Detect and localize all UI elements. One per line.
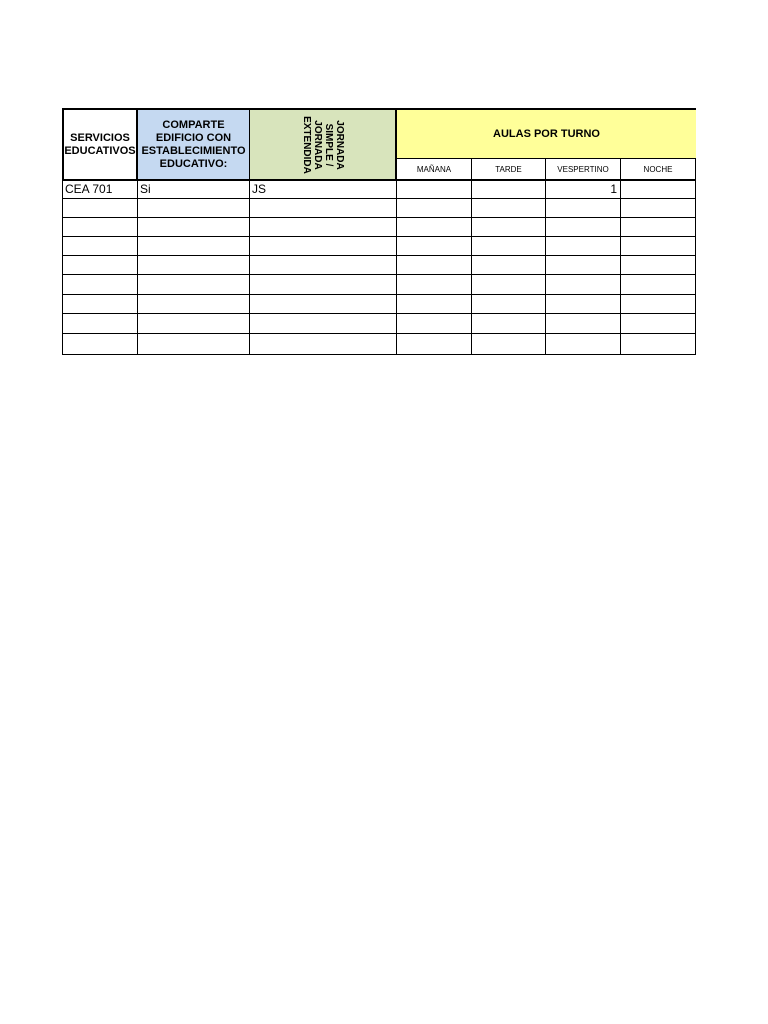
table-cell[interactable] [62,218,138,237]
table-cell[interactable] [397,181,472,199]
table-cell[interactable]: 1 [546,181,621,199]
table-row [62,314,696,334]
table-cell[interactable] [250,314,397,334]
table-cell[interactable] [397,334,472,355]
table-cell[interactable] [472,199,546,218]
header-servicios-educativos[interactable] [62,108,138,181]
table-cell[interactable] [138,334,250,355]
table-cell[interactable] [250,218,397,237]
table-cell[interactable] [138,275,250,295]
header-comparte-label: COMPARTE EDIFICIO CON ESTABLECIMIENTO EDUCATIVO: [141,118,246,170]
header-jornada-label: JORNADA SIMPLE / JORNADA EXTENDIDA [300,115,345,174]
header-jornada[interactable] [250,108,397,181]
table-cell[interactable] [250,275,397,295]
table-cell[interactable] [62,334,138,355]
table-cell[interactable] [62,199,138,218]
table-cell[interactable]: Si [138,181,250,199]
table-cell[interactable] [472,237,546,256]
table-cell[interactable] [472,181,546,199]
table-cell[interactable] [138,295,250,314]
table-cell[interactable] [472,218,546,237]
table-cell[interactable] [62,256,138,275]
table-cell[interactable] [250,256,397,275]
table-cell[interactable] [621,181,696,199]
table-cell[interactable] [621,256,696,275]
table-cell[interactable] [62,275,138,295]
table-cell[interactable] [546,295,621,314]
table-cell[interactable] [621,334,696,355]
table-cell[interactable] [138,237,250,256]
table-cell[interactable] [397,256,472,275]
table-cell[interactable] [546,199,621,218]
table-row [62,334,696,355]
table-cell[interactable]: JS [250,181,397,199]
header-aulas-label: AULAS POR TURNO [493,127,600,140]
subheader-vespertino[interactable]: VESPERTINO [546,159,621,181]
table-cell[interactable] [621,237,696,256]
table-cell[interactable] [546,334,621,355]
table-cell[interactable] [62,314,138,334]
table-cell[interactable] [138,199,250,218]
spreadsheet-table [62,108,696,355]
table-cell[interactable] [621,199,696,218]
table-cell[interactable] [472,314,546,334]
table-cell[interactable] [138,256,250,275]
table-cell[interactable] [621,218,696,237]
table-cell[interactable] [546,237,621,256]
table-row [62,295,696,314]
table-cell[interactable] [397,199,472,218]
table-cell[interactable] [397,314,472,334]
table-cell[interactable] [621,295,696,314]
table-cell[interactable] [250,334,397,355]
table-row [62,181,696,199]
table-cell[interactable] [62,295,138,314]
header-servicios-label: SERVICIOS EDUCATIVOS [64,131,136,157]
subheader-manana[interactable]: MAÑANA [397,159,472,181]
table-row [62,218,696,237]
header-comparte-edificio[interactable] [138,108,250,181]
table-cell[interactable] [250,295,397,314]
table-row [62,199,696,218]
table-cell[interactable] [472,256,546,275]
table-cell[interactable] [250,199,397,218]
table-cell[interactable] [546,218,621,237]
table-cell[interactable] [546,256,621,275]
table-body [62,181,696,355]
subheader-noche[interactable]: NOCHE [621,159,696,181]
table-cell[interactable] [397,275,472,295]
table-cell[interactable] [138,218,250,237]
table-cell[interactable]: CEA 701 [62,181,138,199]
table-cell[interactable] [397,218,472,237]
table-cell[interactable] [62,237,138,256]
table-cell[interactable] [397,237,472,256]
table-row [62,237,696,256]
table-cell[interactable] [472,295,546,314]
table-cell[interactable] [621,314,696,334]
table-cell[interactable] [621,275,696,295]
table-cell[interactable] [397,295,472,314]
table-cell[interactable] [472,275,546,295]
table-cell[interactable] [138,314,250,334]
table-cell[interactable] [546,314,621,334]
table-cell[interactable] [546,275,621,295]
table-cell[interactable] [250,237,397,256]
table-row [62,256,696,275]
header-aulas-por-turno[interactable] [397,108,696,159]
table-row [62,275,696,295]
table-cell[interactable] [472,334,546,355]
subheader-tarde[interactable]: TARDE [472,159,546,181]
